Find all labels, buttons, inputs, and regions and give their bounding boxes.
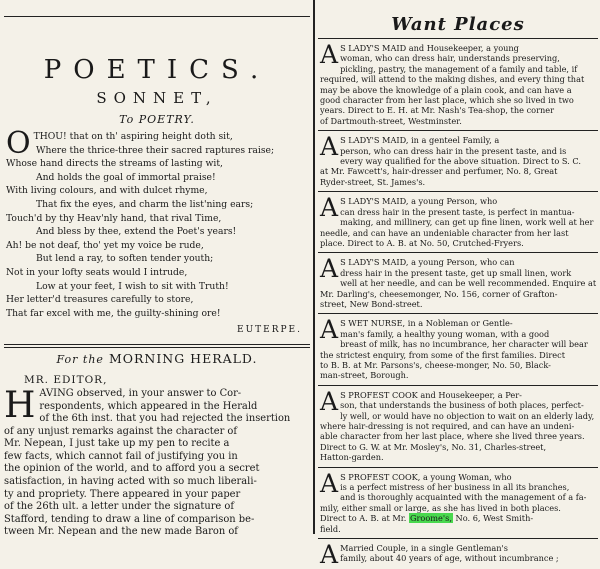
ad-drop-cap: A — [320, 132, 339, 162]
section-rule — [4, 344, 310, 345]
poem-dedication: To POETRY. — [119, 113, 195, 126]
letter-drop-cap: H — [4, 384, 36, 426]
ad-drop-cap: A — [320, 254, 339, 284]
ad-line — [320, 513, 596, 523]
ad-line: man's family, a healthy young woman, with a good — [340, 328, 550, 339]
ad-line: man-street, Borough. — [320, 370, 409, 381]
ad-line: S WET NURSE, in a Nobleman or Gentle- — [340, 318, 513, 329]
ad-line: good character from her last place, which she so lived in two — [320, 95, 574, 106]
want-places-title: Want Places — [391, 14, 525, 35]
advertisement — [318, 468, 598, 539]
poem-line: Touch'd by thy Heav'nly hand, that rival Time, — [6, 212, 222, 224]
letter-line: Stafford, tending to draw a line of comparison be- — [4, 513, 255, 525]
advertisement — [318, 314, 598, 385]
advertisement — [318, 192, 598, 253]
ad-line: ly well, or would have no objection to wait on an elderly lady, — [340, 410, 595, 421]
advertisement — [318, 386, 598, 468]
editor-salutation: MR. EDITOR, — [24, 373, 108, 386]
ad-line: required, will attend to the making dishes, and every thing that — [320, 74, 585, 85]
ad-line: S LADY'S MAID, a young Person, who — [340, 196, 498, 207]
ad-line: place. Direct to A. B. at No. 50, Crutched-Fryers. — [320, 237, 524, 248]
ad-line: S LADY'S MAID, in a genteel Family, a — [340, 135, 500, 146]
ad-line: is a perfect mistress of her business in all its branches, — [340, 482, 570, 493]
ad-line: field. — [320, 523, 341, 534]
ad-line: years. Direct to E. H. at Mr. Nash's Tea-shop, the corner — [320, 105, 555, 116]
sonnet-title: SONNET, — [96, 89, 218, 107]
poem-line: Where the thrice-three their sacred raptures raise; — [36, 144, 275, 156]
ad-line: mily, either small or large, as she has lived in both places. — [320, 502, 561, 513]
advertisement — [318, 539, 598, 568]
ad-line: family, about 40 years of age, without incumbrance ; — [340, 553, 559, 564]
ad-line: and is thoroughly acquainted with the management of a fa- — [340, 492, 587, 503]
letter-line: few facts, which cannot fail of justifying you in — [4, 450, 238, 462]
advertisement — [318, 253, 598, 314]
ad-line: making, and millinery, can get up fine linen, work well at her — [340, 217, 594, 228]
poem-line: And holds the goal of immortal praise! — [36, 171, 216, 183]
ad-line: son, that understands the business of both places, perfect- — [340, 400, 584, 411]
ad-line: needle, and can have an undeniable character from her last — [320, 227, 569, 238]
ad-line: S PROFEST COOK and Housekeeper, a Per- — [340, 389, 522, 400]
poem-line: But lend a ray, to soften tender youth; — [36, 253, 214, 265]
ad-line: able character from her last place, where she lived three years. — [320, 431, 585, 442]
ad-line: breast of milk, has no incumbrance, her character will bear — [340, 339, 588, 350]
ad-line: where hair-dressing is not required, and can have an undeni- — [320, 421, 575, 431]
poem-signature: EUTERPE. — [237, 325, 302, 336]
letter-line: of the 6th inst. that you had rejected the insertion — [39, 413, 291, 425]
poem-line: And bless by thee, extend the Poet's years! — [36, 226, 237, 238]
right-column — [318, 0, 598, 569]
poem-drop-cap: O — [6, 126, 31, 161]
letter-line: Mr. Nepean, I just take up my pen to recite a — [4, 438, 230, 450]
ad-drop-cap: A — [320, 540, 339, 569]
ad-line: Direct to G. W. at Mr. Mosley's, No. 31, Charles-street, — [320, 441, 547, 452]
letter-body — [4, 384, 310, 539]
section-rule — [4, 347, 310, 348]
column-divider — [313, 0, 315, 534]
letter-line: the opinion of the world, and to afford you a secret — [4, 463, 260, 475]
ad-line: person, who can dress hair in the present taste, and is — [340, 145, 567, 156]
poem-line: That fix the eyes, and charm the list'ning ears; — [36, 198, 254, 210]
letter-line: tween Mr. Nepean and the new made Baron of — [4, 526, 238, 538]
herald-heading — [4, 351, 310, 366]
ad-line: Mr. Darling's, cheesemonger, No. 156, corner of Grafton- — [320, 288, 558, 299]
ad-drop-cap: A — [320, 193, 339, 223]
ad-drop-cap: A — [320, 315, 339, 345]
top-rule — [4, 16, 310, 17]
sonnet-poem — [4, 126, 310, 338]
ad-line: well at her needle, and can be well recommended. Enquire at — [340, 278, 597, 289]
ad-line: the strictest enquiry, from some of the first families. Direct — [320, 349, 565, 360]
ad-text: No. 6, West Smith- — [452, 513, 534, 524]
letter-line: ty and propriety. There appeared in your paper — [4, 488, 241, 500]
poetics-title: POETICS. — [43, 55, 271, 85]
poem-line: That far excel with me, the guilty-shining ore! — [6, 307, 221, 319]
ad-line: every way qualified for the above situation. Direct to S. C. — [340, 156, 581, 167]
poem-line: Not in your lofty seats would I intrude, — [6, 266, 188, 278]
letter-line: of the 26th ult. a letter under the signature of — [4, 501, 234, 513]
advertisement — [318, 39, 598, 131]
ad-line: S LADY'S MAID and Housekeeper, a young — [340, 43, 519, 53]
poem-line: Whose hand directs the streams of lasting wit, — [6, 158, 223, 170]
letter-line: satisfaction, in having acted with so much liberali- — [4, 476, 257, 488]
ad-text: Direct to A. B. at Mr. — [320, 513, 409, 524]
ad-line: at Mr. Fawcett's, hair-dresser and perfumer, No. 8, Great — [320, 166, 558, 177]
ad-line: dress hair in the present taste, get up small linen, work — [340, 267, 572, 278]
letter-line: AVING observed, in your answer to Cor- — [39, 387, 242, 399]
ad-line: of Dartmouth-street, Westminster. — [320, 115, 462, 126]
ad-line: Married Couple, in a single Gentleman's — [340, 543, 509, 554]
ad-line: can dress hair in the present taste, is perfect in mantua- — [340, 206, 575, 217]
ad-line: S PROFEST COOK, a young Woman, who — [340, 471, 512, 482]
poem-line: With living colours, and with dulcet rhyme, — [6, 185, 208, 197]
poem-line: Low at your feet, I wish to sit with Truth! — [36, 280, 229, 292]
ad-line: woman, who can dress hair, understands preserving, — [340, 53, 560, 64]
advertisement — [318, 131, 598, 192]
herald-heading-title: MORNING HERALD. — [108, 350, 258, 366]
ad-line: to B. B. at Mr. Parsons's, cheese-monger, No. 50, Black- — [320, 359, 551, 370]
left-column — [4, 0, 310, 538]
poem-line: Ah! be not deaf, tho' yet my voice be rude, — [6, 239, 204, 251]
ad-line: pickling, pastry, the management of a family and table, if — [340, 63, 578, 74]
ad-line: Ryder-street, St. James's. — [320, 176, 426, 187]
ad-line: may be above the knowledge of a plain cook, and can have a — [320, 84, 572, 95]
ad-drop-cap: A — [320, 40, 339, 69]
ad-drop-cap: A — [320, 386, 339, 416]
ad-drop-cap: A — [320, 468, 339, 498]
highlighted-name: Groome's, — [409, 513, 452, 524]
ad-line: Hatton-garden. — [320, 452, 384, 463]
letter-line: respondents, which appeared in the Herald — [39, 400, 258, 412]
herald-heading-prefix: For the — [56, 352, 104, 366]
ad-line: S LADY'S MAID, a young Person, who can — [340, 257, 515, 268]
poem-line: THOU! that on th' aspiring height doth sit, — [33, 131, 233, 142]
poem-line: Her letter'd treasures carefully to store, — [6, 294, 194, 306]
letter-line: of any unjust remarks against the character of — [4, 425, 238, 437]
ad-line: street, New Bond-street. — [320, 298, 423, 309]
